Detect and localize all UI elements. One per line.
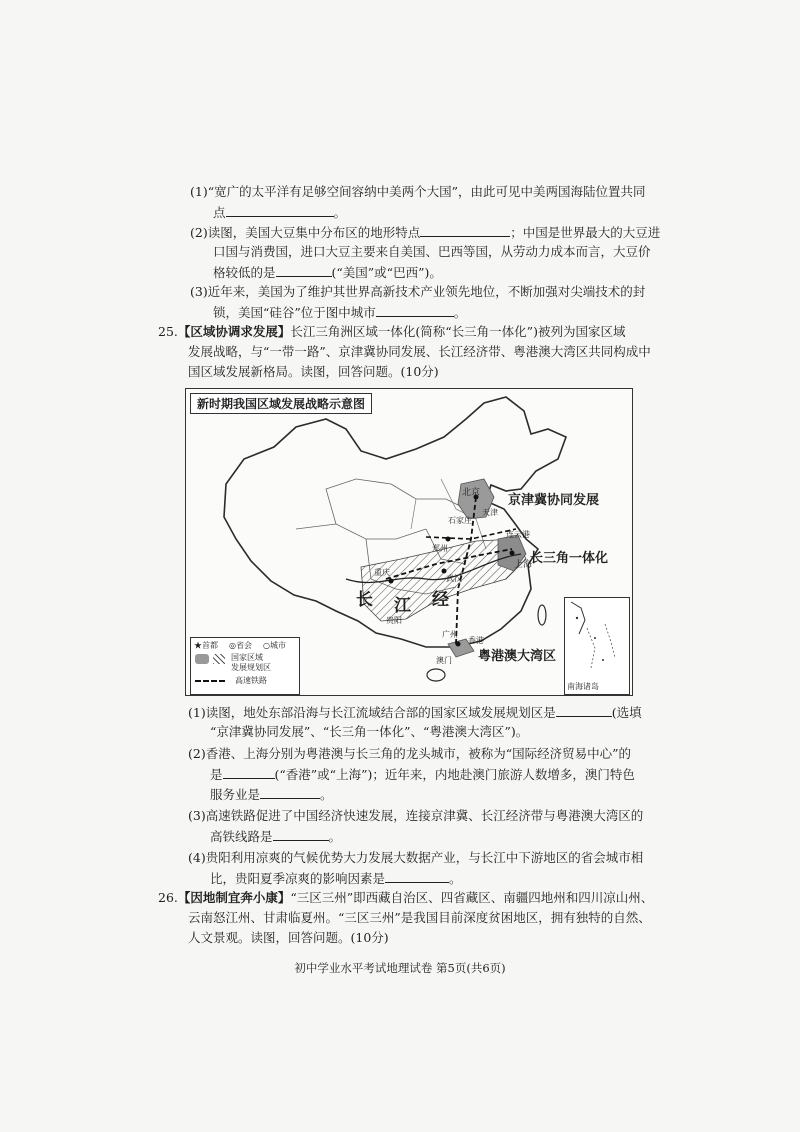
legend-rail-swatch — [195, 680, 225, 682]
label-guiyang: 贵阳 — [386, 616, 402, 625]
q25-part4-line1: (4)贵阳利用凉爽的气候优势大力发展大数据产业，与长江中下游地区的省会城市相 — [188, 850, 644, 865]
q24-part2-line3: 格较低的是 (“美国”或“巴西”)。 — [213, 265, 442, 280]
label-chongqing: 重庆 — [374, 568, 390, 577]
label-ygadwq: 粤港澳大湾区 — [478, 649, 557, 664]
label-cj2: 江 — [394, 596, 411, 616]
label-tianjin: 天津 — [482, 508, 498, 517]
label-aomen: 澳门 — [436, 656, 452, 665]
q25-part2-line1: (2)香港、上海分别为粤港澳与长三角的龙头城市，被称为“国际经济贸易中心”的 — [188, 746, 631, 761]
south-china-sea-inset — [564, 597, 630, 695]
answer-blank[interactable] — [556, 704, 612, 717]
answer-blank[interactable] — [226, 204, 334, 217]
q25-part3-line2: 高铁线路是 。 — [210, 829, 342, 844]
q25-part2-line2: 是 (“香港”或“上海”)；近年来，内地赴澳门旅游人数增多，澳门特色 — [210, 767, 635, 782]
label-lianyungang: 连云港 — [506, 530, 530, 539]
label-jjj: 京津冀协同发展 — [508, 493, 600, 508]
inset-graphic — [565, 598, 629, 694]
label-guangzhou: 广州 — [442, 630, 458, 639]
q25-intro-line3: 国区域发展新格局。读图，回答问题。(10分) — [188, 364, 439, 379]
q24-part1-line2: 点 。 — [213, 205, 347, 220]
q24-part3-line2: 锁，美国“硅谷”位于图中城市 。 — [213, 305, 467, 320]
label-cj1: 长 — [356, 590, 373, 610]
legend-rail: 高速铁路 — [235, 676, 267, 685]
q24-part3-line1: (3)近年来，美国为了维护其世界高新技术产业领先地位，不断加强对尖端技术的封 — [190, 284, 646, 299]
q25-part4-line2: 比，贵阳夏季凉爽的影响因素是 。 — [210, 871, 462, 886]
label-cj3: 经 — [432, 590, 449, 610]
china-regional-map — [185, 388, 633, 696]
legend-region2: 发展规划区 — [231, 663, 271, 672]
q26-line2: 云南怒江州、甘肃临夏州。“三区三州”是我国目前深度贫困地区，拥有独特的自然、 — [188, 910, 651, 925]
q25-part1-line2: “京津冀协同发展”、“长三角一体化”、“粤港澳大湾区”)。 — [210, 724, 529, 739]
q25-intro-line1: 25.【区域协调求发展】长江三角洲区域一体化(简称“长三角一体化”)被列为国家区域 — [158, 324, 626, 339]
q25-part3-line1: (3)高速铁路促进了中国经济快速发展，连接京津冀、长江经济带与粤港澳大湾区的 — [188, 808, 644, 823]
q24-part1-line1: (1)“宽广的太平洋有足够空间容纳中美两个大国”，由此可见中美两国海陆位置共同 — [190, 184, 646, 199]
legend-region-swatch — [195, 654, 209, 664]
answer-blank[interactable] — [273, 828, 329, 841]
answer-blank[interactable] — [223, 766, 275, 779]
answer-blank[interactable] — [385, 870, 449, 883]
inset-label: 南海诸岛 — [567, 682, 599, 691]
q25-part2-line3: 服务业是 。 — [210, 787, 333, 802]
q24-part2-line1: (2)读图，美国大豆集中分布区的地形特点 ；中国是世界最大的大豆进 — [190, 225, 661, 240]
page-footer: 初中学业水平考试地理试卷 第5页(共6页) — [294, 961, 506, 975]
label-zhengzhou: 郑州 — [432, 544, 448, 553]
legend-hatch-swatch — [213, 654, 225, 664]
answer-blank[interactable] — [276, 264, 332, 277]
q26-line1: 26.【因地制宜奔小康】“三区三州”即西藏自治区、四省藏区、南疆四地州和四川凉山州、 — [158, 890, 654, 905]
q26-line3: 人文景观。读图，回答问题。(10分) — [188, 930, 389, 945]
map-title: 新时期我国区域发展战略示意图 — [190, 393, 372, 414]
map-legend — [190, 637, 300, 695]
label-shijiazhuang: 石家庄 — [448, 516, 472, 525]
answer-blank[interactable] — [420, 224, 510, 237]
legend-capital: ★首都 — [194, 641, 218, 650]
label-beijing: 北京 — [462, 488, 481, 498]
q25-intro-line2: 发展战略，与“一带一路”、京津冀协同发展、长江经济带、粤港澳大湾区共同构成中 — [188, 344, 651, 359]
answer-blank[interactable] — [376, 304, 454, 317]
label-shanghai: 上海 — [514, 560, 533, 570]
label-xianggang: 香港 — [468, 636, 484, 645]
legend-provcap: ◎省会 — [229, 641, 252, 650]
q25-part1-line1: (1)读图，地处东部沿海与长江流域结合部的国家区域发展规划区是 (选填 — [188, 705, 642, 720]
q24-part2-line2: 口国与消费国，进口大豆主要来自美国、巴西等国，从劳动力成本而言，大豆价 — [213, 244, 651, 259]
legend-city: ○城市 — [263, 641, 286, 650]
answer-blank[interactable] — [260, 786, 320, 799]
label-wuhan: 武汉 — [446, 574, 462, 583]
legend-region1: 国家区域 — [231, 653, 263, 662]
label-csj: 长三角一体化 — [530, 551, 609, 566]
